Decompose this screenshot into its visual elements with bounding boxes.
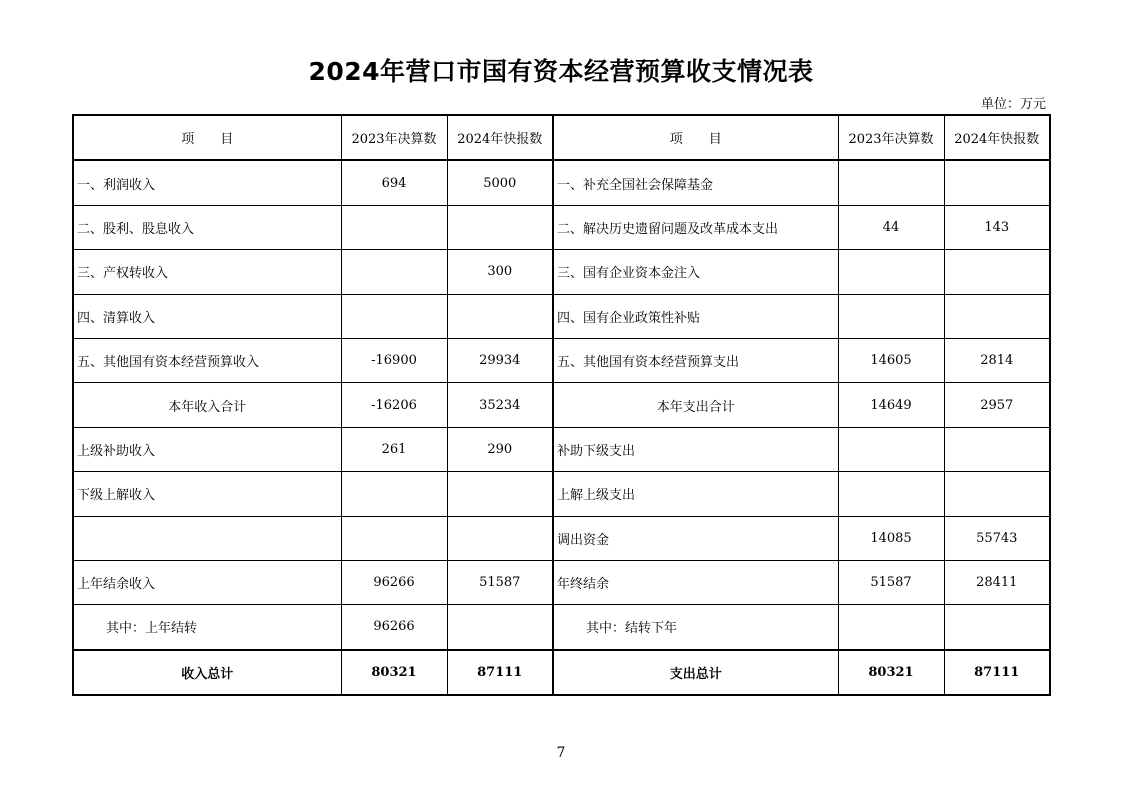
income-item: 上级补助收入 [73, 427, 341, 471]
expense-2023: 44 [838, 205, 944, 249]
header-item-right: 项 目 [553, 115, 838, 160]
income-2023 [341, 472, 447, 516]
expense-item: 二、解决历史遗留问题及改革成本支出 [553, 205, 838, 249]
expense-2024: 28411 [944, 560, 1050, 604]
expense-2023: 14605 [838, 338, 944, 382]
table-row [73, 250, 1050, 294]
header-2023: 2023年决算数 [341, 115, 447, 160]
expense-subtotal-label: 本年支出合计 [553, 383, 838, 427]
income-2023: 261 [341, 427, 447, 471]
expense-item: 补助下级支出 [553, 427, 838, 471]
table-row [73, 338, 1050, 382]
income-item: 三、产权转收入 [73, 250, 341, 294]
expense-2024 [944, 472, 1050, 516]
expense-2024: 143 [944, 205, 1050, 249]
page-number: 7 [556, 745, 566, 761]
expense-item: 调出资金 [553, 516, 838, 560]
income-item: 二、股利、股息收入 [73, 205, 341, 249]
income-2023: -16206 [341, 383, 447, 427]
income-2024: 300 [447, 250, 553, 294]
expense-item: 四、国有企业政策性补贴 [553, 294, 838, 338]
table-row [73, 605, 1050, 650]
income-item [73, 516, 341, 560]
table-row [73, 160, 1050, 205]
subtotal-row [73, 383, 1050, 427]
header-2024: 2024年快报数 [447, 115, 553, 160]
income-total-label: 收入总计 [73, 650, 341, 695]
table-header-row [73, 115, 1050, 160]
expense-total-2023: 80321 [838, 650, 944, 695]
header-item: 项 目 [73, 115, 341, 160]
income-2024: 5000 [447, 160, 553, 205]
table-row [73, 294, 1050, 338]
income-2024: 29934 [447, 338, 553, 382]
income-2023: 694 [341, 160, 447, 205]
expense-2024: 2814 [944, 338, 1050, 382]
expense-2024 [944, 250, 1050, 294]
expense-item: 其中：结转下年 [553, 605, 838, 650]
expense-2023 [838, 605, 944, 650]
expense-item: 年终结余 [553, 560, 838, 604]
header-2024-right: 2024年快报数 [944, 115, 1050, 160]
page-title: 2024年营口市国有资本经营预算收支情况表 [308, 57, 814, 86]
income-2023 [341, 205, 447, 249]
expense-total-2024: 87111 [944, 650, 1050, 695]
expense-item: 三、国有企业资本金注入 [553, 250, 838, 294]
income-2023 [341, 250, 447, 294]
income-2023: -16900 [341, 338, 447, 382]
expense-total-label: 支出总计 [553, 650, 838, 695]
budget-table [72, 114, 1051, 696]
income-item: 下级上解收入 [73, 472, 341, 516]
expense-2024 [944, 427, 1050, 471]
income-item: 五、其他国有资本经营预算收入 [73, 338, 341, 382]
expense-2023 [838, 160, 944, 205]
income-2024 [447, 605, 553, 650]
unit-label: 单位：万元 [980, 97, 1046, 112]
income-total-2024: 87111 [447, 650, 553, 695]
expense-item: 一、补充全国社会保障基金 [553, 160, 838, 205]
income-item: 上年结余收入 [73, 560, 341, 604]
income-subtotal-label: 本年收入合计 [73, 383, 341, 427]
expense-2024: 55743 [944, 516, 1050, 560]
table-row [73, 516, 1050, 560]
header-2023-right: 2023年决算数 [838, 115, 944, 160]
income-2023 [341, 516, 447, 560]
income-2024 [447, 294, 553, 338]
expense-2023: 14085 [838, 516, 944, 560]
income-2024 [447, 516, 553, 560]
expense-2023 [838, 250, 944, 294]
income-2024: 290 [447, 427, 553, 471]
expense-2024 [944, 294, 1050, 338]
income-2024: 51587 [447, 560, 553, 604]
expense-2023: 51587 [838, 560, 944, 604]
expense-item: 上解上级支出 [553, 472, 838, 516]
expense-2024: 2957 [944, 383, 1050, 427]
income-item: 其中：上年结转 [73, 605, 341, 650]
income-2024: 35234 [447, 383, 553, 427]
expense-2023 [838, 472, 944, 516]
income-total-2023: 80321 [341, 650, 447, 695]
expense-2024 [944, 605, 1050, 650]
income-item: 四、清算收入 [73, 294, 341, 338]
expense-2023 [838, 427, 944, 471]
income-2023 [341, 294, 447, 338]
expense-2024 [944, 160, 1050, 205]
income-2023: 96266 [341, 605, 447, 650]
expense-2023 [838, 294, 944, 338]
income-2024 [447, 472, 553, 516]
table-row [73, 205, 1050, 249]
table-row [73, 427, 1050, 471]
income-2024 [447, 205, 553, 249]
table-row [73, 560, 1050, 604]
total-row [73, 650, 1050, 695]
income-item: 一、利润收入 [73, 160, 341, 205]
expense-item: 五、其他国有资本经营预算支出 [553, 338, 838, 382]
expense-2023: 14649 [838, 383, 944, 427]
income-2023: 96266 [341, 560, 447, 604]
table-row [73, 472, 1050, 516]
